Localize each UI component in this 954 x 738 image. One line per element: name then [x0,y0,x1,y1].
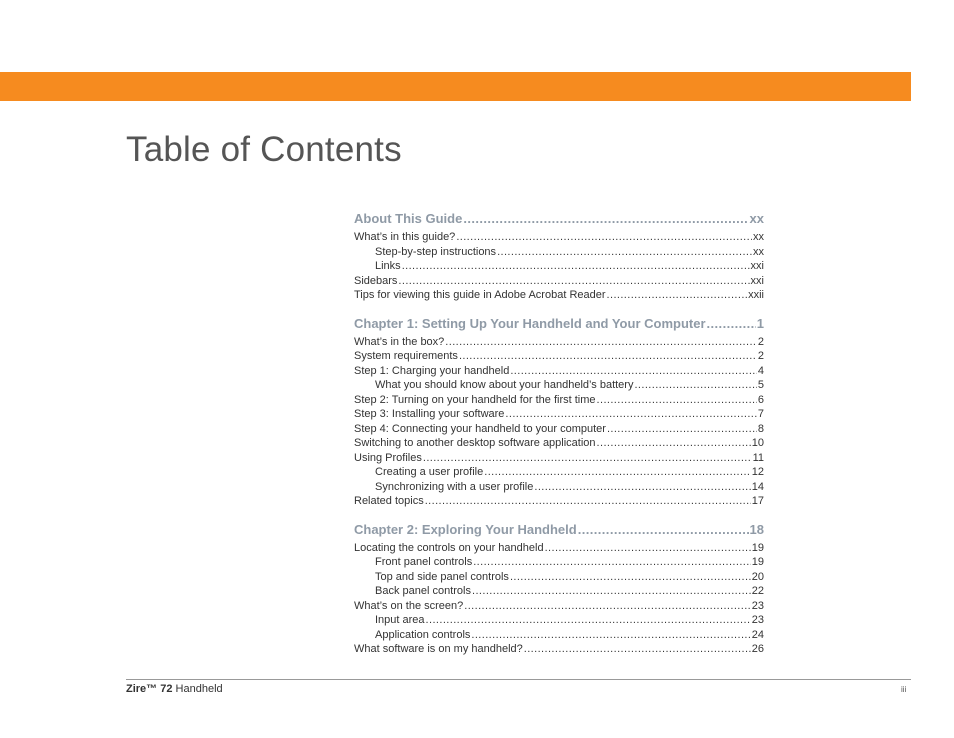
footer-page-number: iii [901,685,907,694]
page-title: Table of Contents [126,130,402,169]
toc-entry-link[interactable] [354,570,764,585]
dot-leader [464,599,751,614]
dot-leader [597,436,751,451]
toc-section-heading-link[interactable] [354,521,764,539]
toc-heading-page: 1 [756,315,764,331]
toc-entry-link[interactable] [354,628,764,643]
toc-entry-page: 24 [751,628,764,641]
toc-entry-link[interactable] [354,613,764,628]
toc-entry-link[interactable] [354,230,764,245]
toc-section [354,210,764,303]
toc-entry-label: What’s in this guide? [354,231,456,243]
toc-section [354,521,764,657]
toc-entry-page: 2 [757,350,764,362]
toc-entry-page: 20 [751,570,764,583]
dot-leader [472,584,751,599]
toc-heading-page: xx [749,211,764,226]
dot-leader [398,274,749,289]
toc-entry-page: 19 [751,556,764,568]
toc-entry-label: Sidebars [354,274,398,287]
footer-brand: Zire™ 72 [126,683,173,695]
toc-entry-label: Top and side panel controls [375,570,509,583]
toc-entry-link[interactable] [354,436,764,451]
toc-entry-label: Front panel controls [375,556,473,568]
toc-entry-label: Tips for viewing this guide in Adobe Acrobat Reader [354,289,606,301]
toc-entry-label: Creating a user profile [375,466,484,478]
toc-entry-link[interactable] [354,393,764,408]
toc-entry-label: Step 4: Connecting your handheld to your computer [354,422,606,435]
toc-entry-link[interactable] [354,422,764,437]
dot-leader [463,210,748,228]
toc-entry-page: 12 [751,466,764,478]
toc-entry-label: Input area [375,614,425,626]
dot-leader [456,230,752,245]
dot-leader [425,494,751,509]
toc-entry-link[interactable] [354,555,764,570]
toc-entry-label: What software is on my handheld? [354,643,523,655]
toc-entry-page: 26 [751,643,764,655]
dot-leader [426,613,751,628]
toc-heading-label: Chapter 2: Exploring Your Handheld [354,521,577,537]
toc-heading-label: About This Guide [354,211,463,226]
table-of-contents [354,210,764,669]
toc-entry-label: Links [375,260,401,272]
dot-leader [578,521,749,539]
dot-leader [505,407,756,422]
toc-entry-label: What’s in the box? [354,335,445,348]
dot-leader [607,422,757,437]
toc-entry-page: 14 [751,480,764,493]
toc-entry-link[interactable] [354,364,764,379]
dot-leader [707,315,756,333]
toc-entry-link[interactable] [354,259,764,274]
toc-entry-label: System requirements [354,350,458,362]
toc-entry-label: Step-by-step instructions [375,245,497,258]
toc-entry-link[interactable] [354,274,764,289]
toc-entry-link[interactable] [354,480,764,495]
toc-heading-page: 18 [749,521,764,537]
footer-product-name [126,683,223,695]
toc-entry-page: 23 [751,599,764,612]
toc-entry-page: xx [753,245,764,258]
toc-entry-page: 17 [751,495,764,507]
toc-section [354,315,764,509]
header-banner [0,72,911,101]
toc-entry-page: 5 [757,379,764,391]
toc-entry-label: Step 3: Installing your software [354,408,505,420]
toc-entry-link[interactable] [354,599,764,614]
footer-product-suffix: Handheld [175,683,223,695]
dot-leader [497,245,752,260]
dot-leader [445,335,757,350]
toc-entry-label: Switching to another desktop software application [354,437,596,449]
toc-section-heading-link[interactable] [354,315,764,333]
dot-leader [534,480,750,495]
toc-entry-page: 8 [757,422,764,435]
toc-entry-link[interactable] [354,349,764,364]
toc-entry-page: xxii [748,289,764,301]
dot-leader [545,541,751,556]
toc-entry-label: Step 1: Charging your handheld [354,364,510,377]
toc-entry-label: Locating the controls on your handheld [354,541,544,554]
toc-entry-page: 7 [757,408,764,420]
dot-leader [510,570,751,585]
toc-entry-page: xxi [750,260,764,272]
toc-section-heading-link[interactable] [354,210,764,228]
dot-leader [524,642,751,657]
toc-entry-link[interactable] [354,642,764,657]
toc-entry-page: 22 [751,585,764,597]
dot-leader [484,465,751,480]
toc-entry-label: Related topics [354,495,424,507]
toc-entry-page: 6 [757,393,764,406]
dot-leader [473,555,751,570]
toc-entry-label: What you should know about your handheld’s battery [375,379,634,391]
toc-heading-label: Chapter 1: Setting Up Your Handheld and Your Computer [354,315,706,331]
toc-entry-link[interactable] [354,465,764,480]
toc-entry-link[interactable] [354,541,764,556]
toc-entry-link[interactable] [354,245,764,260]
toc-entry-page: xx [753,231,764,243]
toc-entry-label: Synchronizing with a user profile [375,480,534,493]
dot-leader [423,451,752,466]
footer-divider [126,679,911,680]
toc-entry-label: Application controls [375,628,471,641]
toc-entry-page: 19 [751,541,764,554]
toc-entry-label: Using Profiles [354,451,422,464]
dot-leader [597,393,757,408]
toc-entry-page: 23 [751,614,764,626]
dot-leader [634,378,756,393]
toc-entry-link[interactable] [354,288,764,303]
toc-entry-link[interactable] [354,335,764,350]
toc-entry-link[interactable] [354,407,764,422]
dot-leader [459,349,757,364]
dot-leader [510,364,757,379]
toc-entry-link[interactable] [354,451,764,466]
toc-entry-label: What’s on the screen? [354,599,464,612]
toc-entry-page: 11 [752,451,764,464]
toc-entry-link[interactable] [354,494,764,509]
toc-entry-page: 2 [757,335,764,348]
toc-entry-page: 4 [757,364,764,377]
toc-entry-label: Back panel controls [375,585,471,597]
dot-leader [402,259,750,274]
toc-entry-link[interactable] [354,584,764,599]
toc-entry-page: xxi [750,274,764,287]
toc-entry-page: 10 [751,437,764,449]
toc-entry-link[interactable] [354,378,764,393]
dot-leader [607,288,748,303]
dot-leader [471,628,750,643]
toc-entry-label: Step 2: Turning on your handheld for the first time [354,393,596,406]
